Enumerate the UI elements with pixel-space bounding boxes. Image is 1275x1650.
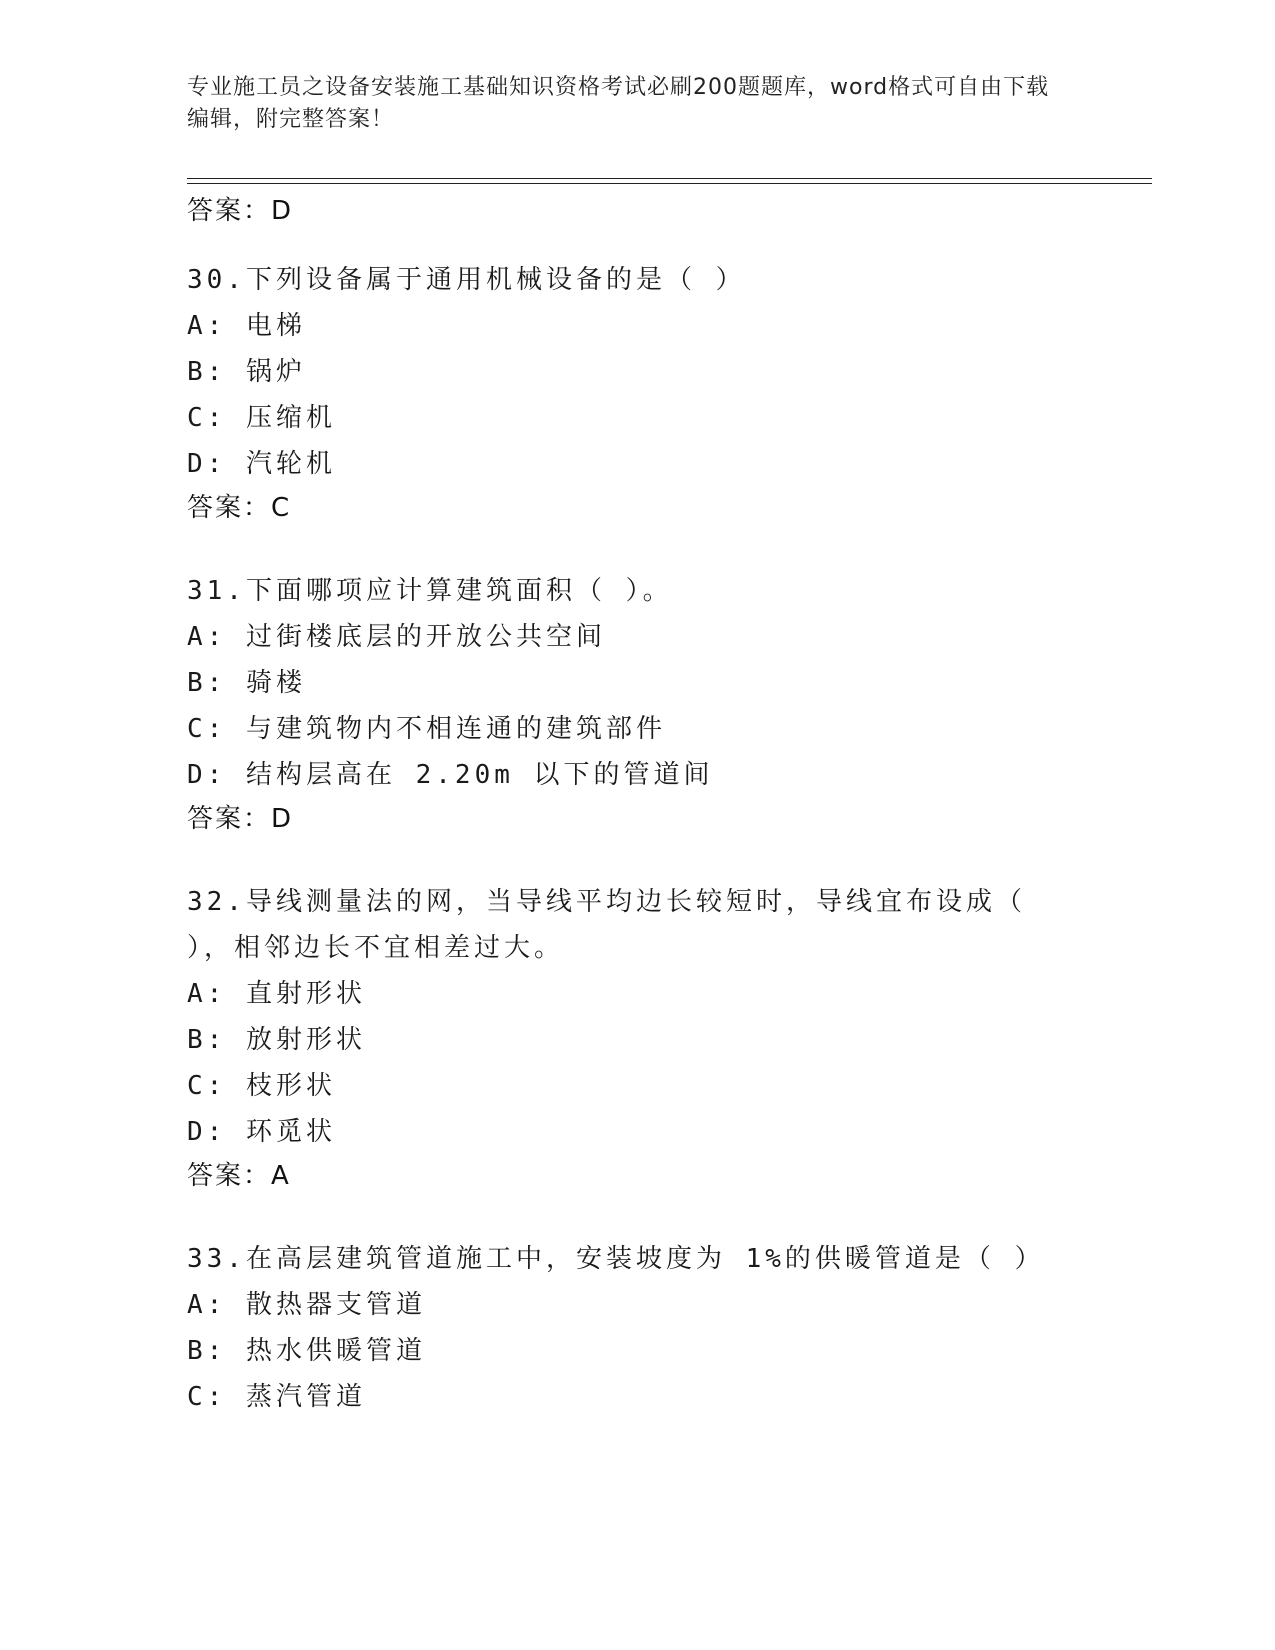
question-list — [187, 190, 1152, 1420]
answer-line — [187, 798, 1152, 842]
answer-value: D — [271, 804, 292, 834]
question-stem: 30.下列设备属于通用机械设备的是（ ） — [187, 265, 746, 295]
option-d: D: 环觅状 — [187, 1117, 336, 1147]
option-a: A: 电梯 — [187, 311, 306, 341]
question-stem: 31.下面哪项应计算建筑面积（ ）。 — [187, 576, 673, 606]
question-block — [187, 257, 1152, 531]
option-a: A: 直射形状 — [187, 979, 366, 1009]
option-d: D: 结构层高在 2.20m 以下的管道间 — [187, 760, 714, 790]
answer-value: D — [271, 196, 292, 226]
answer-value: C — [271, 493, 290, 523]
question-block — [187, 879, 1152, 1199]
option-b: B: 放射形状 — [187, 1025, 366, 1055]
answer-label: 答案： — [187, 804, 272, 834]
question-stem: 33.在高层建筑管道施工中，安装坡度为 1%的供暖管道是（ ） — [187, 1244, 1045, 1274]
answer-label: 答案： — [187, 493, 272, 523]
header-divider — [187, 178, 1152, 179]
header-divider — [187, 183, 1152, 184]
option-c: C: 压缩机 — [187, 403, 336, 433]
answer-line — [187, 1155, 1152, 1199]
option-d: D: 汽轮机 — [187, 449, 336, 479]
question-stem: 32.导线测量法的网，当导线平均边长较短时，导线宜布设成（ ），相邻边长不宜相差过大。 — [187, 887, 1046, 963]
answer-value: A — [271, 1161, 289, 1191]
option-b: B: 热水供暖管道 — [187, 1336, 426, 1366]
option-b: B: 骑楼 — [187, 668, 306, 698]
option-c: C: 与建筑物内不相连通的建筑部件 — [187, 714, 666, 744]
answer-label: 答案： — [187, 196, 272, 226]
previous-answer — [187, 190, 1152, 234]
answer-line — [187, 487, 1152, 531]
option-c: C: 蒸汽管道 — [187, 1382, 366, 1412]
question-block — [187, 1236, 1152, 1420]
document-header: 专业施工员之设备安装施工基础知识资格考试必刷200题题库，word格式可自由下载编辑，附完整答案！ — [187, 75, 1050, 132]
option-c: C: 枝形状 — [187, 1071, 336, 1101]
option-a: A: 过街楼底层的开放公共空间 — [187, 622, 606, 652]
question-block — [187, 568, 1152, 842]
option-a: A: 散热器支管道 — [187, 1290, 426, 1320]
option-b: B: 锅炉 — [187, 357, 306, 387]
answer-label: 答案： — [187, 1161, 272, 1191]
